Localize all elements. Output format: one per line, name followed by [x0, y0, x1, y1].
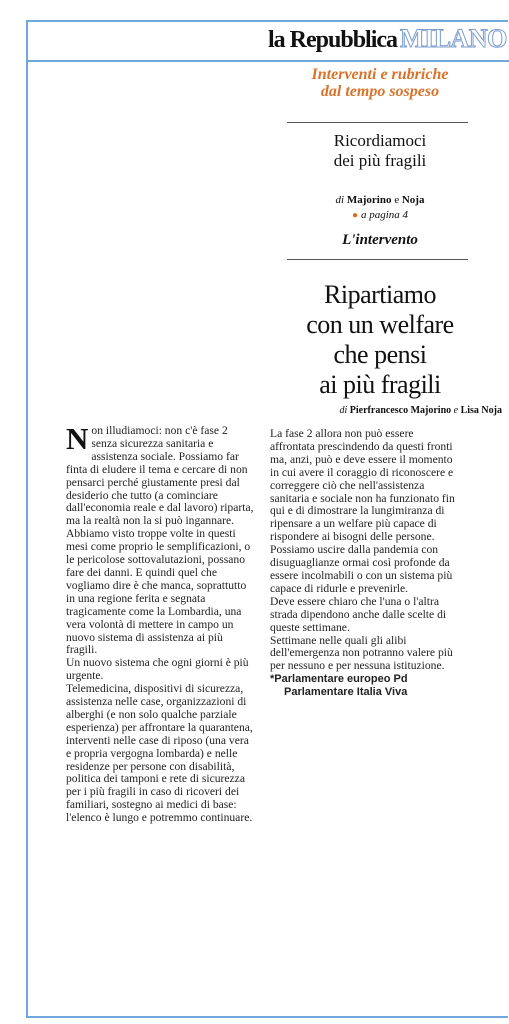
teaser-page-ref: ● a pagina 4	[351, 209, 409, 221]
author-note: *Parlamentare europeo Pd	[270, 673, 408, 686]
paragraph: Telemedicina, dispositivi di sicurezza, assistenza nelle case, organizzazioni di alberghi (e non solo qualche parziale esperienza) per affrontare la quarantena, interventi nelle case di riposo (una vera e propria vergogna lombarda) e nelle residenze per persone con disabilità, politica dei tamponi e rete di sicurezza per i più fragili in caso di ricoveri dei familiari, sostegno ai medici di base: l'elenco è lungo e potremmo continuare.	[66, 682, 253, 825]
teaser-title: Ricordiamoci dei più fragili	[333, 131, 427, 170]
bullet-icon: ●	[351, 210, 358, 221]
article-headline: Ripartiamo con un welfare che pensi ai più fragili	[306, 280, 454, 399]
section-kicker: Interventi e rubriche dal tempo sospeso	[311, 66, 449, 100]
paragraph: Un nuovo sistema che ogni giorni è più urgente.	[66, 656, 249, 683]
teaser-byline: di Majorino e Noja	[335, 194, 425, 206]
article-column-1	[66, 421, 256, 825]
divider	[287, 122, 468, 123]
paragraph: Non illudiamoci: non c'è fase 2 senza sicurezza sanitaria e assistenza sociale. Possiamo far finta di eludere il tema e cercare di non pensarci perché giustamente presi dal desiderio che tutto (a cominciare dall'economia reale e dal lavoro) riparta, ma la realtà non la si può ingannare.	[66, 421, 254, 528]
edition-name: MILANO	[400, 24, 507, 53]
masthead	[268, 24, 507, 56]
section-label: L'intervento	[342, 232, 418, 248]
article-column-2	[270, 428, 460, 699]
drop-cap: N	[66, 421, 89, 456]
article-byline: di Pierfrancesco Majorino e Lisa Noja	[339, 405, 502, 416]
divider	[287, 259, 468, 260]
newspaper-logo: la Repubblica	[268, 27, 398, 53]
paragraph: La fase 2 allora non può essere affrontata prescindendo da questi fronti ma, anzi, può e deve essere il momento in cui avere il coraggio di riconoscere e correggere ciò che nell'assistenza sanitaria e sociale non ha funzionato fin qui e di dimostrare la lungimiranza di ripensare a un welfare più capace di rispondere ai bisogni delle persone.	[270, 427, 455, 544]
author-note: Parlamentare Italia Viva	[284, 686, 408, 699]
paragraph: Settimane nelle quali gli alibi dell'emergenza non potranno valere più per nessuno e per nessuna istituzione.	[270, 633, 453, 673]
paragraph: Deve essere chiaro che l'una o l'altra strada dipendono anche dalle scelte di queste settimane.	[270, 594, 447, 634]
paragraph: Possiamo uscire dalla pandemia con disuguaglianze ormai così profonde da essere incolmabili o con un sistema più capace di ridurle e prevenirle.	[270, 543, 453, 595]
paragraph: Abbiamo visto troppe volte in questi mesi come proprio le semplificazioni, o le pericolose sottovalutazioni, possano fare dei danni. E quindi quel che vogliamo dire è che manca, soprattutto in una regione ferita e segnata tragicamente come la Lombardia, una vera volontà di mettere in campo un nuovo sistema di assistenza ai più fragili.	[66, 527, 251, 657]
masthead-rule	[28, 60, 509, 62]
